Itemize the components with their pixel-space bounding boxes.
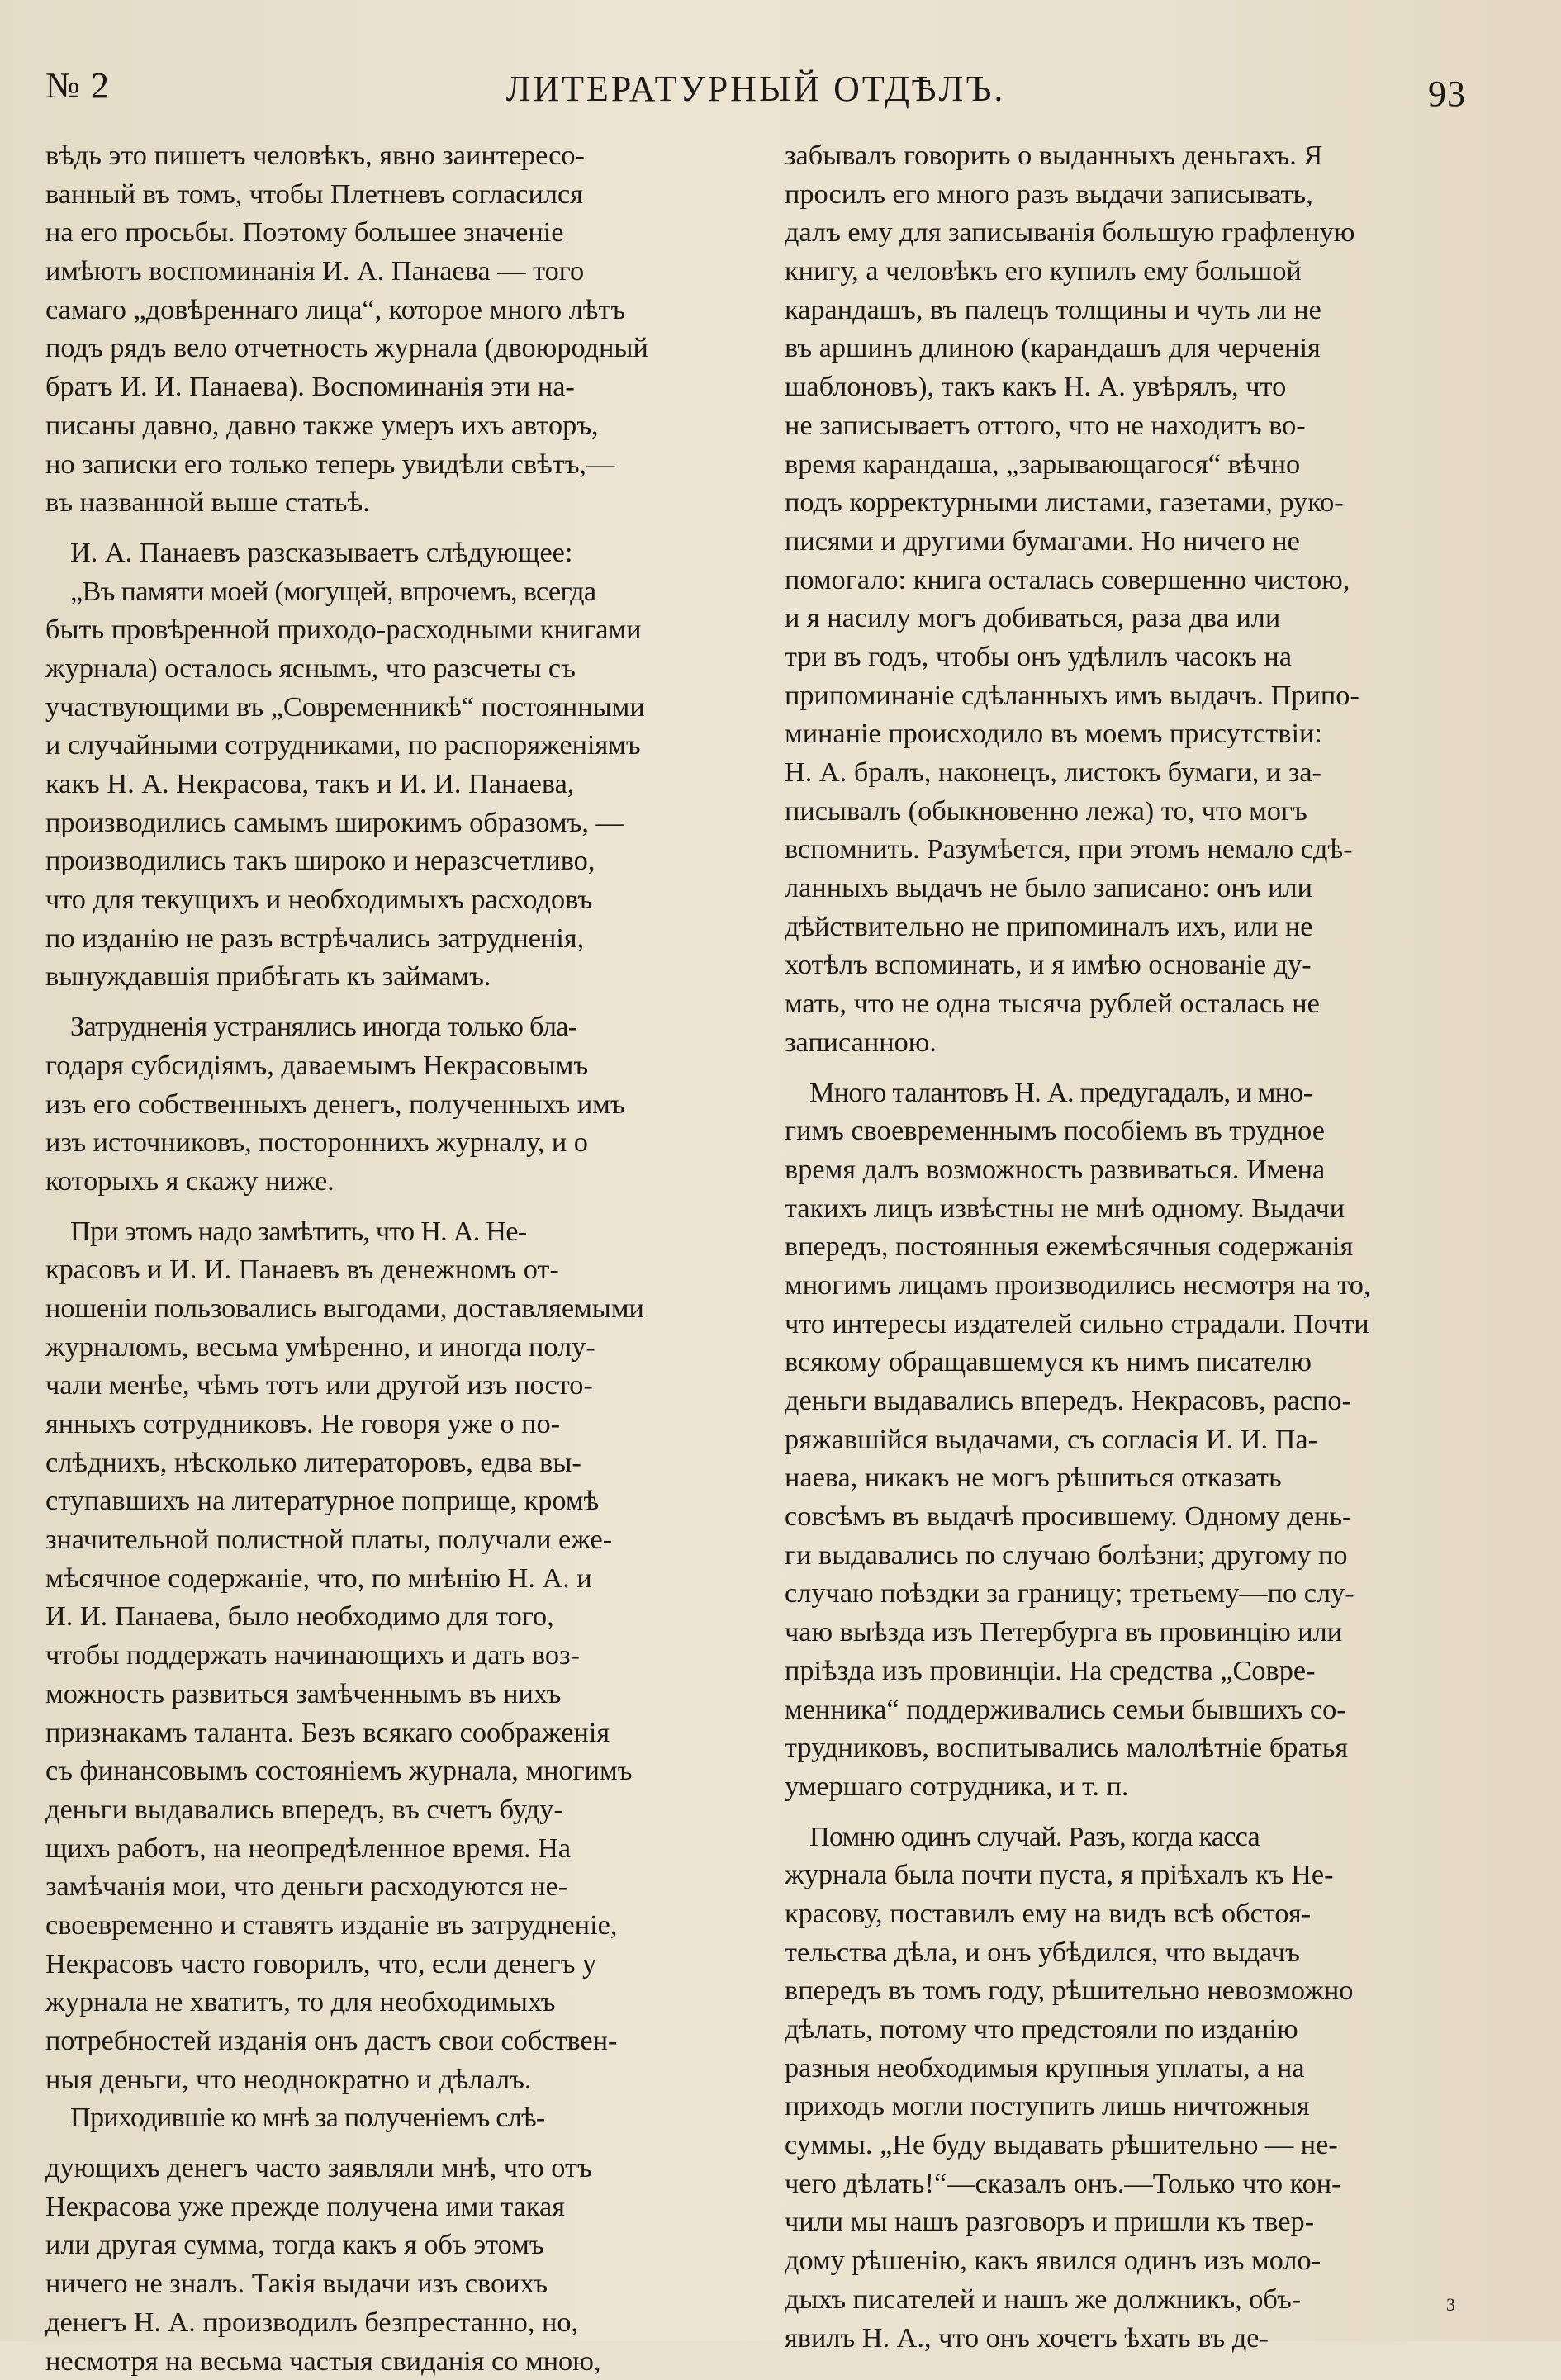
text-line: минаніе происходило въ моемъ присутствіи: [785,714,1483,753]
text-line: дѣйствительно не припоминалъ ихъ, или не [785,908,1483,946]
text-line: чего дѣлать!“—сказалъ онъ.—Только что кон- [785,2164,1483,2203]
text-line: журналомъ, весьма умѣренно, и иногда полу- [45,1328,743,1367]
text-line: самаго „довѣреннаго лица“, которое много лѣтъ [45,291,743,330]
text-line: трудниковъ, воспитывались малолѣтніе братья [785,1728,1483,1767]
text-line: Затрудненія устранялись иногда только бла- [45,1007,743,1046]
text-line: Много талантовъ Н. А. предугадалъ, и мно- [785,1074,1483,1112]
text-line: записанною. [785,1023,1483,1062]
text-line: совсѣмъ въ выдачѣ просившему. Одному день- [785,1497,1483,1536]
text-line: изъ его собственныхъ денегъ, полученныхъ имъ [45,1085,743,1124]
text-line: но записки его только теперь увидѣли свѣтъ,— [45,445,743,484]
text-line: случаю поѣздки за границу; третьему—по слу- [785,1574,1483,1613]
text-line: значительной полистной платы, получали еже- [45,1520,743,1559]
page-number: 93 [1428,73,1466,115]
text-line: журнала не хватитъ, то для необходимыхъ [45,1983,743,2022]
text-line: признакамъ таланта. Безъ всякаго соображенія [45,1714,743,1752]
text-line: писаны давно, давно также умеръ ихъ авторъ, [45,406,743,445]
text-line: шаблоновъ), такъ какъ Н. А. увѣрялъ, что [785,367,1483,406]
text-line: деньги выдавались впередъ. Некрасовъ, распо- [785,1382,1483,1420]
text-line: многимъ лицамъ производились несмотря на то, [785,1266,1483,1305]
text-line: въ аршинъ длиною (карандашъ для черченія [785,329,1483,367]
signature-mark: 3 [1446,2294,1455,2316]
text-line: ныя деньги, что неоднократно и дѣлалъ. [45,2060,743,2099]
text-line: годаря субсидіямъ, даваемымъ Некрасовымъ [45,1046,743,1085]
text-line: ничего не зналъ. Такія выдачи изъ своихъ [45,2264,743,2303]
text-line: изъ источниковъ, постороннихъ журналу, и о [45,1123,743,1162]
text-line: несмотря на весьма частыя свиданія со мною, [45,2342,743,2380]
text-line: разныя необходимыя крупныя уплаты, а на [785,2049,1483,2088]
text-line: имѣютъ воспоминанія И. А. Панаева — того [45,252,743,291]
text-line: которыхъ я скажу ниже. [45,1162,743,1201]
text-line: явилъ Н. А., что онъ хочетъ ѣхать въ де- [785,2319,1483,2358]
text-line: деньги выдавались впередъ, въ счетъ буду- [45,1790,743,1829]
text-line: дѣлать, потому что предстояли по изданію [785,2010,1483,2049]
text-line: съ финансовымъ состояніемъ журнала, многимъ [45,1752,743,1790]
issue-number: № 2 [45,64,110,107]
paragraph-gap [785,1062,1483,1074]
text-line: вынуждавшія прибѣгать къ займамъ. [45,957,743,996]
text-line: подъ рядъ вело отчетность журнала (двоюродный [45,329,743,367]
left-column [45,136,743,2380]
text-line: всякому обращавшемуся къ нимъ писателю [785,1343,1483,1382]
text-line: ступавшихъ на литературное поприще, кромѣ [45,1482,743,1520]
text-line: Приходившіе ко мнѣ за полученіемъ слѣ- [45,2098,743,2137]
text-line: какъ Н. А. Некрасова, такъ и И. И. Панаева, [45,765,743,804]
text-line: впередъ, постоянныя ежемѣсячныя содержанія [785,1227,1483,1266]
text-line: менника“ поддерживались семьи бывшихъ со- [785,1690,1483,1729]
text-line: и случайными сотрудниками, по распоряженіямъ [45,726,743,765]
text-line: чтобы поддержать начинающихъ и дать воз- [45,1636,743,1675]
text-line: ванный въ томъ, чтобы Плетневъ согласился [45,175,743,214]
text-line: три въ годъ, чтобы онъ удѣлилъ часокъ на [785,638,1483,676]
text-line: Некрасова уже прежде получена ими такая [45,2188,743,2226]
text-line: И. А. Панаевъ разсказываетъ слѣдующее: [45,533,743,572]
text-line: помогало: книга осталась совершенно чистою, [785,561,1483,600]
right-column [785,136,1483,2357]
text-line: не записываетъ оттого, что не находитъ во- [785,406,1483,445]
text-line: своевременно и ставятъ изданіе въ затрудненіе, [45,1906,743,1945]
text-line: пріѣзда изъ провинціи. На средства „Совре- [785,1652,1483,1690]
text-line: чали менѣе, чѣмъ тотъ или другой изъ посто- [45,1366,743,1405]
text-line: слѣднихъ, нѣсколько литераторовъ, едва вы- [45,1444,743,1482]
text-line: ряжавшійся выдачами, съ согласія И. И. Па- [785,1420,1483,1459]
text-line: забывалъ говорить о выданныхъ деньгахъ. Я [785,136,1483,175]
text-line: чили мы нашъ разговоръ и пришли къ твер- [785,2202,1483,2241]
text-line: ги выдавались по случаю болѣзни; другому по [785,1536,1483,1575]
text-line: время далъ возможность развиваться. Имена [785,1150,1483,1189]
text-line: Некрасовъ часто говорилъ, что, если денегъ у [45,1945,743,1984]
text-line: дующихъ денегъ часто заявляли мнѣ, что отъ [45,2149,743,2188]
text-line: можность развиться замѣченнымъ въ нихъ [45,1675,743,1714]
text-line: на его просьбы. Поэтому большее значеніе [45,213,743,252]
text-line: приходъ могли поступить лишь ничтожныя [785,2087,1483,2126]
text-line: И. И. Панаева, было необходимо для того, [45,1597,743,1636]
text-line: „Въ памяти моей (могущей, впрочемъ, всегда [45,572,743,611]
section-title: ЛИТЕРАТУРНЫЙ ОТДѢЛЪ. [45,68,1466,110]
text-line: подъ корректурными листами, газетами, руко- [785,483,1483,522]
paragraph-gap [45,996,743,1007]
text-line: книгу, а человѣкъ его купилъ ему большой [785,252,1483,291]
text-line: вспомнить. Разумѣется, при этомъ немало сдѣ- [785,830,1483,869]
paragraph-gap [45,522,743,533]
text-line: тельства дѣла, и онъ убѣдился, что выдачъ [785,1933,1483,1972]
text-line: суммы. „Не буду выдавать рѣшительно — не- [785,2126,1483,2164]
text-line: потребностей изданія онъ дастъ свои собствен- [45,2022,743,2060]
text-line: припоминаніе сдѣланныхъ имъ выдачъ. Припо- [785,676,1483,715]
text-line: красовъ и И. И. Панаевъ въ денежномъ от- [45,1250,743,1289]
text-line: При этомъ надо замѣтить, что Н. А. Не- [45,1212,743,1251]
text-line: чаю выѣзда изъ Петербурга въ провинцію или [785,1613,1483,1652]
text-line: писями и другими бумагами. Но ничего не [785,522,1483,561]
text-line: вѣдь это пишетъ человѣкъ, явно заинтересо- [45,136,743,175]
text-line: Н. А. бралъ, наконецъ, листокъ бумаги, и за- [785,753,1483,792]
text-line: производились такъ широко и неразсчетливо, [45,842,743,880]
text-line: хотѣлъ вспоминать, и я имѣю основаніе ду- [785,946,1483,984]
text-line: замѣчанія мои, что деньги расходуются не- [45,1867,743,1906]
text-line: журнала) осталось яснымъ, что разсчеты съ [45,649,743,688]
page-header [45,58,1466,116]
text-line: наева, никакъ не могъ рѣшиться отказать [785,1458,1483,1497]
text-line: мѣсячное содержаніе, что, по мнѣнію Н. А. и [45,1559,743,1598]
text-line: мать, что не одна тысяча рублей осталась не [785,984,1483,1023]
text-line: что интересы издателей сильно страдали. Почти [785,1305,1483,1344]
text-line: журнала была почти пуста, я пріѣхалъ къ Не- [785,1856,1483,1894]
text-line: денегъ Н. А. производилъ безпрестанно, но, [45,2303,743,2342]
text-line: карандашъ, въ палецъ толщины и чуть ли не [785,291,1483,330]
text-line: янныхъ сотрудниковъ. Не говоря уже о по- [45,1405,743,1444]
text-line: въ названной выше статьѣ. [45,483,743,522]
text-line: ношеніи пользовались выгодами, доставляемыми [45,1289,743,1328]
text-line: ланныхъ выдачъ не было записано: онъ или [785,869,1483,908]
paragraph-gap [45,1201,743,1212]
text-line: красову, поставилъ ему на видъ всѣ обстоя- [785,1894,1483,1933]
text-line: такихъ лицъ извѣстны не мнѣ одному. Выдачи [785,1189,1483,1228]
text-line: или другая сумма, тогда какъ я объ этомъ [45,2226,743,2264]
text-line: впередъ въ томъ году, рѣшительно невозможно [785,1971,1483,2010]
text-line: писывалъ (обыкновенно лежа) то, что могъ [785,792,1483,831]
text-line: братъ И. И. Панаева). Воспоминанія эти на- [45,367,743,406]
text-line: что для текущихъ и необходимыхъ расходовъ [45,880,743,919]
text-line: участвующими въ „Современникѣ“ постоянными [45,688,743,727]
text-line: и я насилу могъ добиваться, раза два или [785,599,1483,638]
text-line: дыхъ писателей и нашъ же должникъ, объ- [785,2280,1483,2319]
paragraph-gap [785,1806,1483,1818]
paragraph-gap [45,2137,743,2149]
text-line: Помню одинъ случай. Разъ, когда касса [785,1818,1483,1856]
text-line: дому рѣшенію, какъ явился одинъ изъ моло- [785,2241,1483,2280]
text-line: умершаго сотрудника, и т. п. [785,1767,1483,1806]
text-line: гимъ своевременнымъ пособіемъ въ трудное [785,1112,1483,1150]
text-line: щихъ работъ, на неопредѣленное время. На [45,1829,743,1868]
text-line: далъ ему для записыванія большую графленую [785,213,1483,252]
text-line: просилъ его много разъ выдачи записывать, [785,175,1483,214]
text-line: быть провѣренной приходо-расходными книгами [45,610,743,649]
text-line: производились самымъ широкимъ образомъ, — [45,804,743,842]
text-line: по изданію не разъ встрѣчались затрудненія, [45,919,743,958]
text-line: время карандаша, „зарывающагося“ вѣчно [785,445,1483,484]
